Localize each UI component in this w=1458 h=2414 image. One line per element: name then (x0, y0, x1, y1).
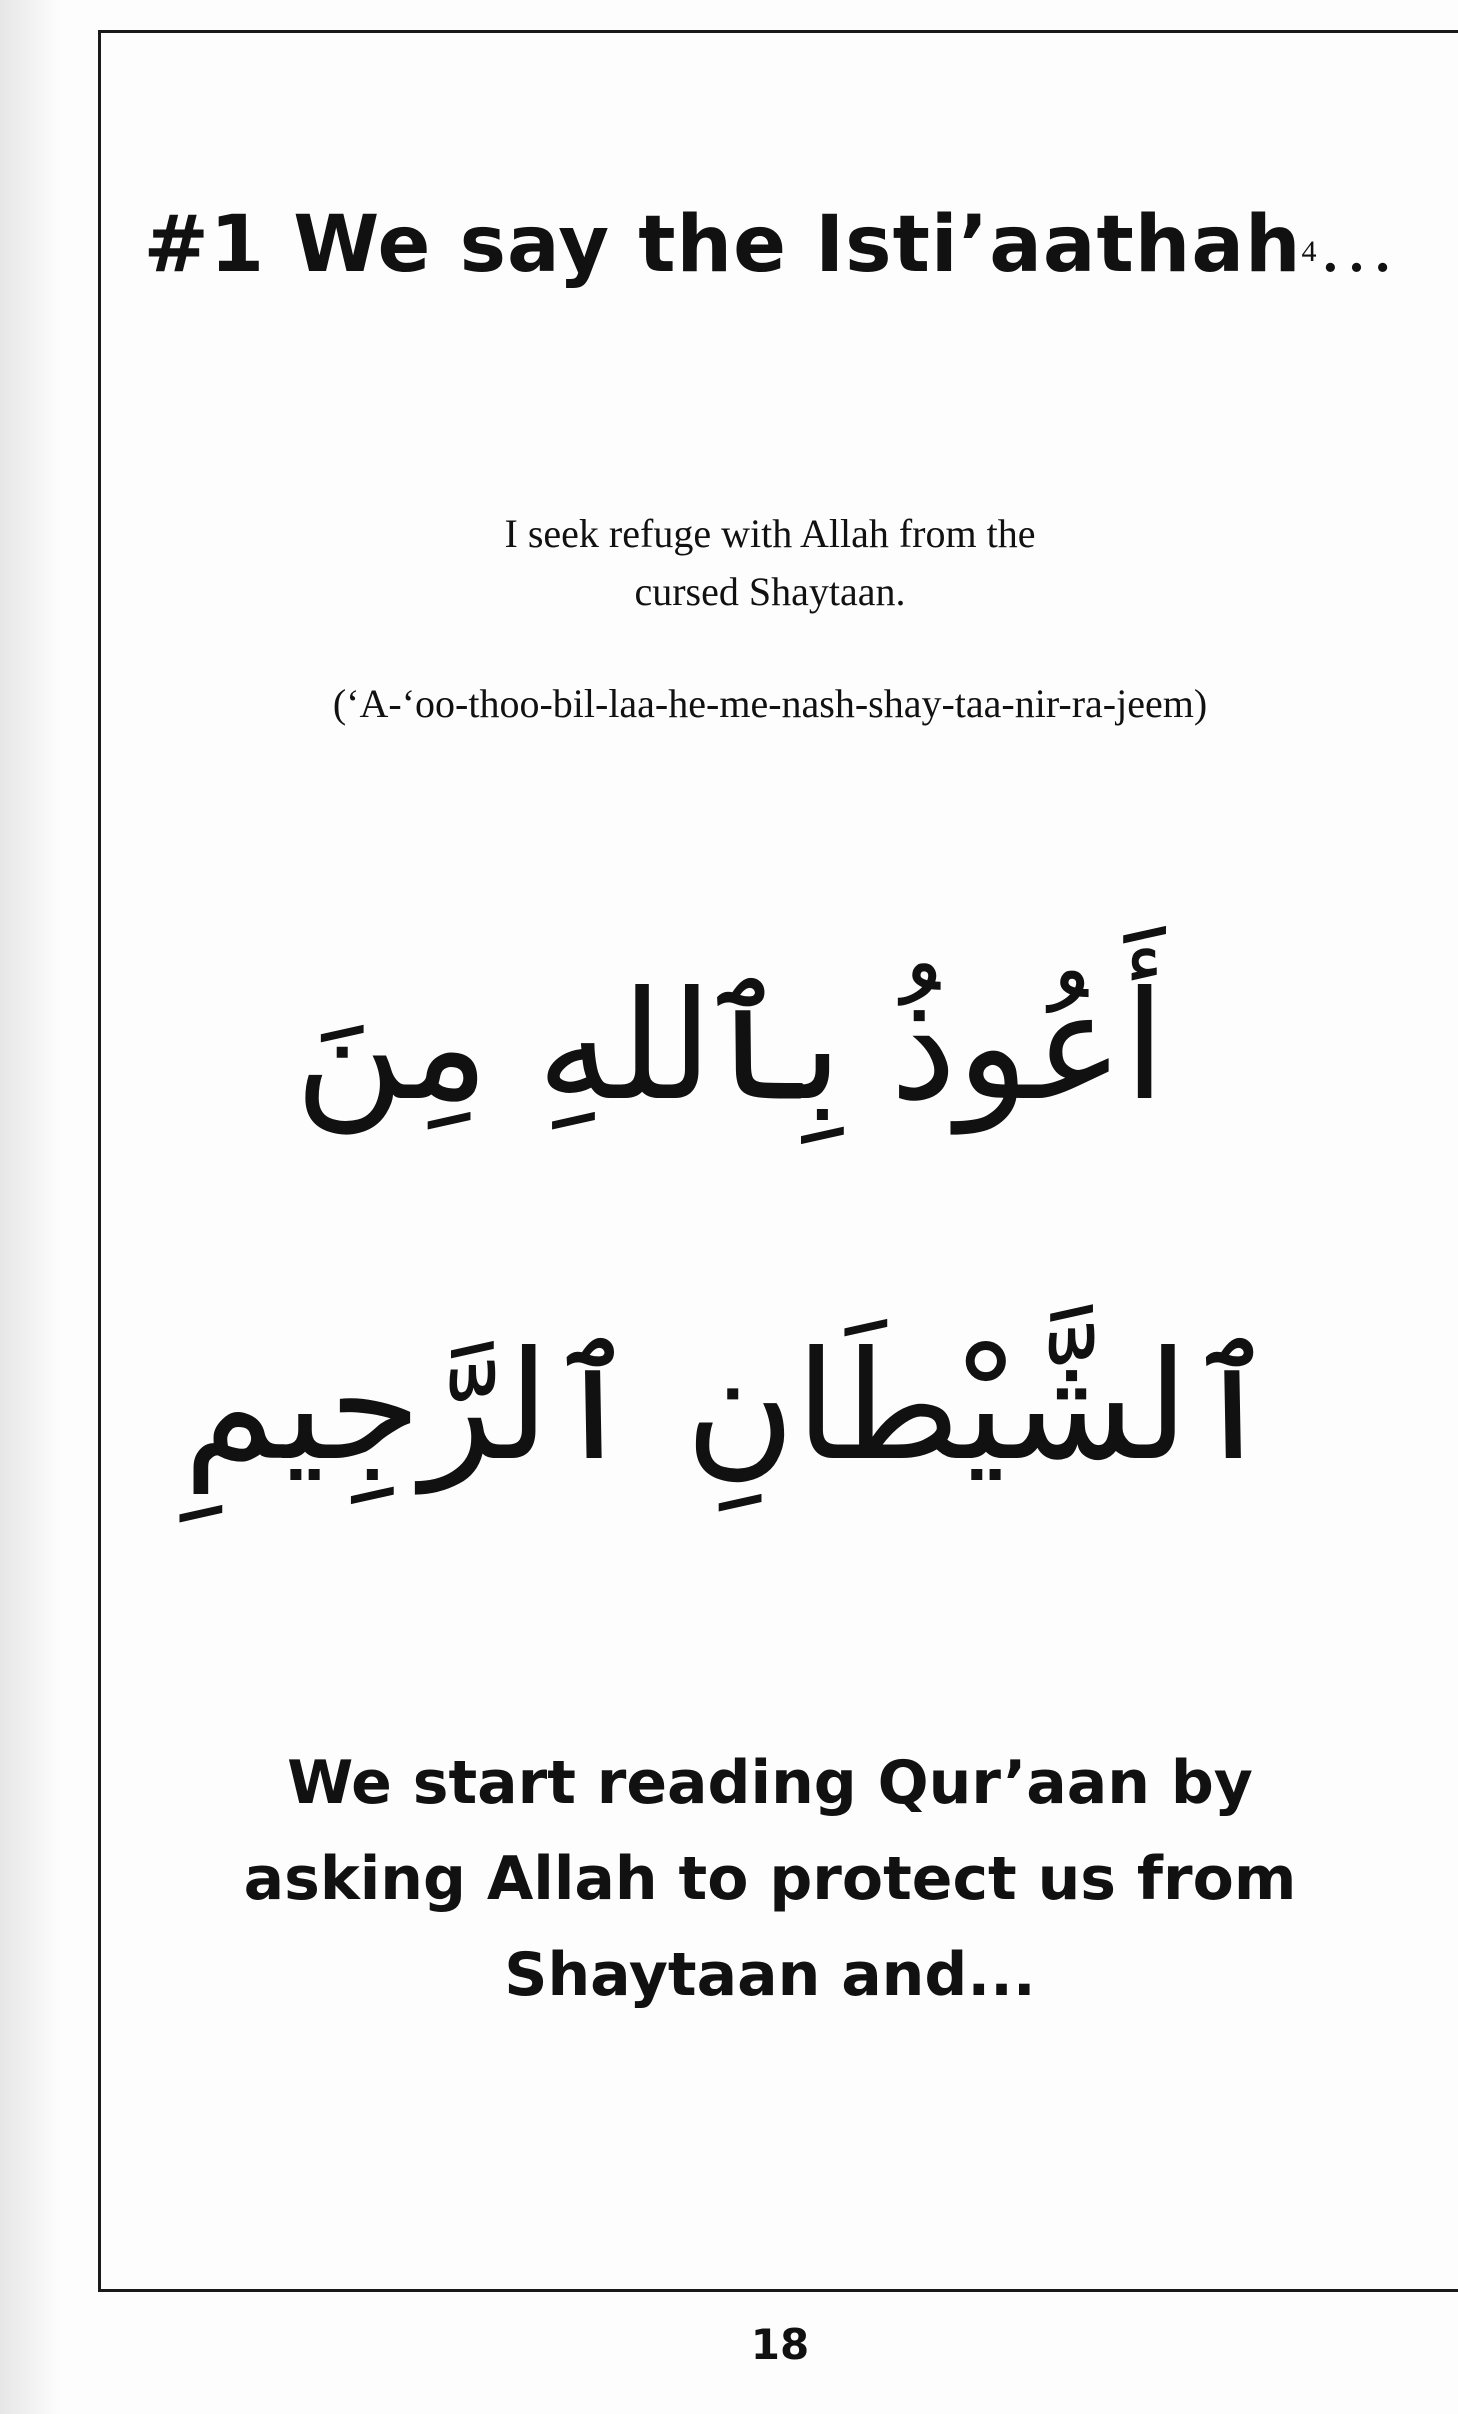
arabic-line-1: أَعُوذُ بِٱللهِ مِنَ (294, 960, 1166, 1134)
closing-line-3: Shaytaan and... (504, 1940, 1036, 2010)
closing-line-1: We start reading Qur’aan by (287, 1748, 1253, 1818)
english-translation (300, 505, 1240, 621)
translation-line-2: cursed Shaytaan. (634, 569, 906, 614)
page-number: 18 (750, 2320, 810, 2369)
closing-line-2: asking Allah to protect us from (243, 1844, 1297, 1914)
page-title (120, 200, 1420, 290)
title-ellipsis: … (1317, 201, 1397, 288)
translation-line-1: I seek refuge with Allah from the (504, 511, 1036, 556)
transliteration: (‘A-‘oo-thoo-bil-laa-he-me-nash-shay-taa-nir-ra-jeem) (332, 681, 1208, 726)
closing-text (160, 1735, 1380, 2023)
footnote-marker: 4 (1301, 235, 1318, 268)
arabic-line-2: ٱلشَّيْطَانِ ٱلرَّجِيمِ (183, 1320, 1277, 1494)
title-text: #1 We say the Isti’aathah (143, 200, 1302, 290)
page-edge-shadow (0, 0, 60, 2414)
